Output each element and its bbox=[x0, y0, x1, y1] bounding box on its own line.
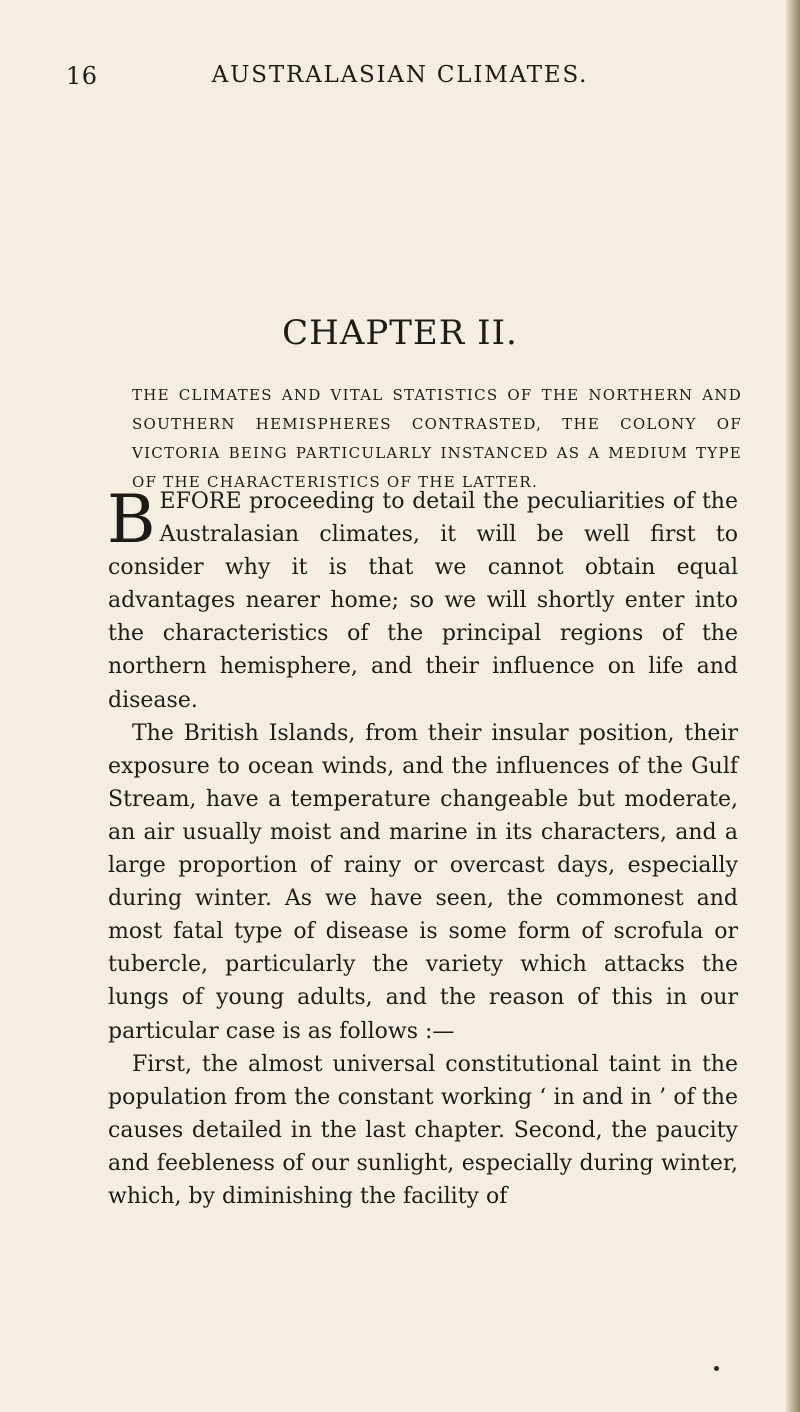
ink-dot bbox=[714, 1366, 719, 1371]
drop-cap: B bbox=[107, 481, 156, 558]
running-head: AUSTRALASIAN CLIMATES. bbox=[211, 62, 589, 88]
paragraph-2: The British Islands, from their insular position, their exposure to ocean winds, and the influences of the Gulf Stream, have a temperature changeable but moderate, an air usually moist and marine in its characters, and a large proportion of rainy or overcast days, especially during winter. As we have seen, the commonest and most fatal type of disease is some form of scrofula or tubercle, particularly the variety which attacks the lungs of young adults, and the reason of this in our particular case is as follows :— bbox=[108, 720, 738, 1044]
chapter-summary: THE CLIMATES AND VITAL STATISTICS OF THE NORTHERN AND SOUTHERN HEMISPHERES CONTRASTED, THE COLONY OF VICTORIA BEING PARTICULARLY INSTANCED AS A MEDIUM TYPE OF THE CHARACTERISTICS OF THE LATTER. bbox=[132, 386, 742, 491]
paragraph-1-text: EFORE proceeding to detail the peculiarities of the Australasian climates, it will be well first to consider why it is that we cannot obtain equal advantages nearer home; so we will shortly enter into the characteristics of the principal regions of the northern hemisphere, and their influence on life and disease. bbox=[108, 489, 738, 713]
chapter-title: CHAPTER II. bbox=[282, 313, 518, 353]
page-header bbox=[0, 62, 800, 102]
paragraph-1 bbox=[107, 481, 738, 717]
paragraph-3: First, the almost universal constitutional taint in the population from the constant working ‘ in and in ’ of the causes detailed in the last chapter. Second, the paucity and feebleness of our sunlight, especially during winter, which, by diminishing the facility of bbox=[108, 1051, 738, 1209]
body-text bbox=[107, 481, 738, 1213]
page-edge bbox=[786, 0, 800, 1412]
page-number: 16 bbox=[66, 62, 98, 90]
